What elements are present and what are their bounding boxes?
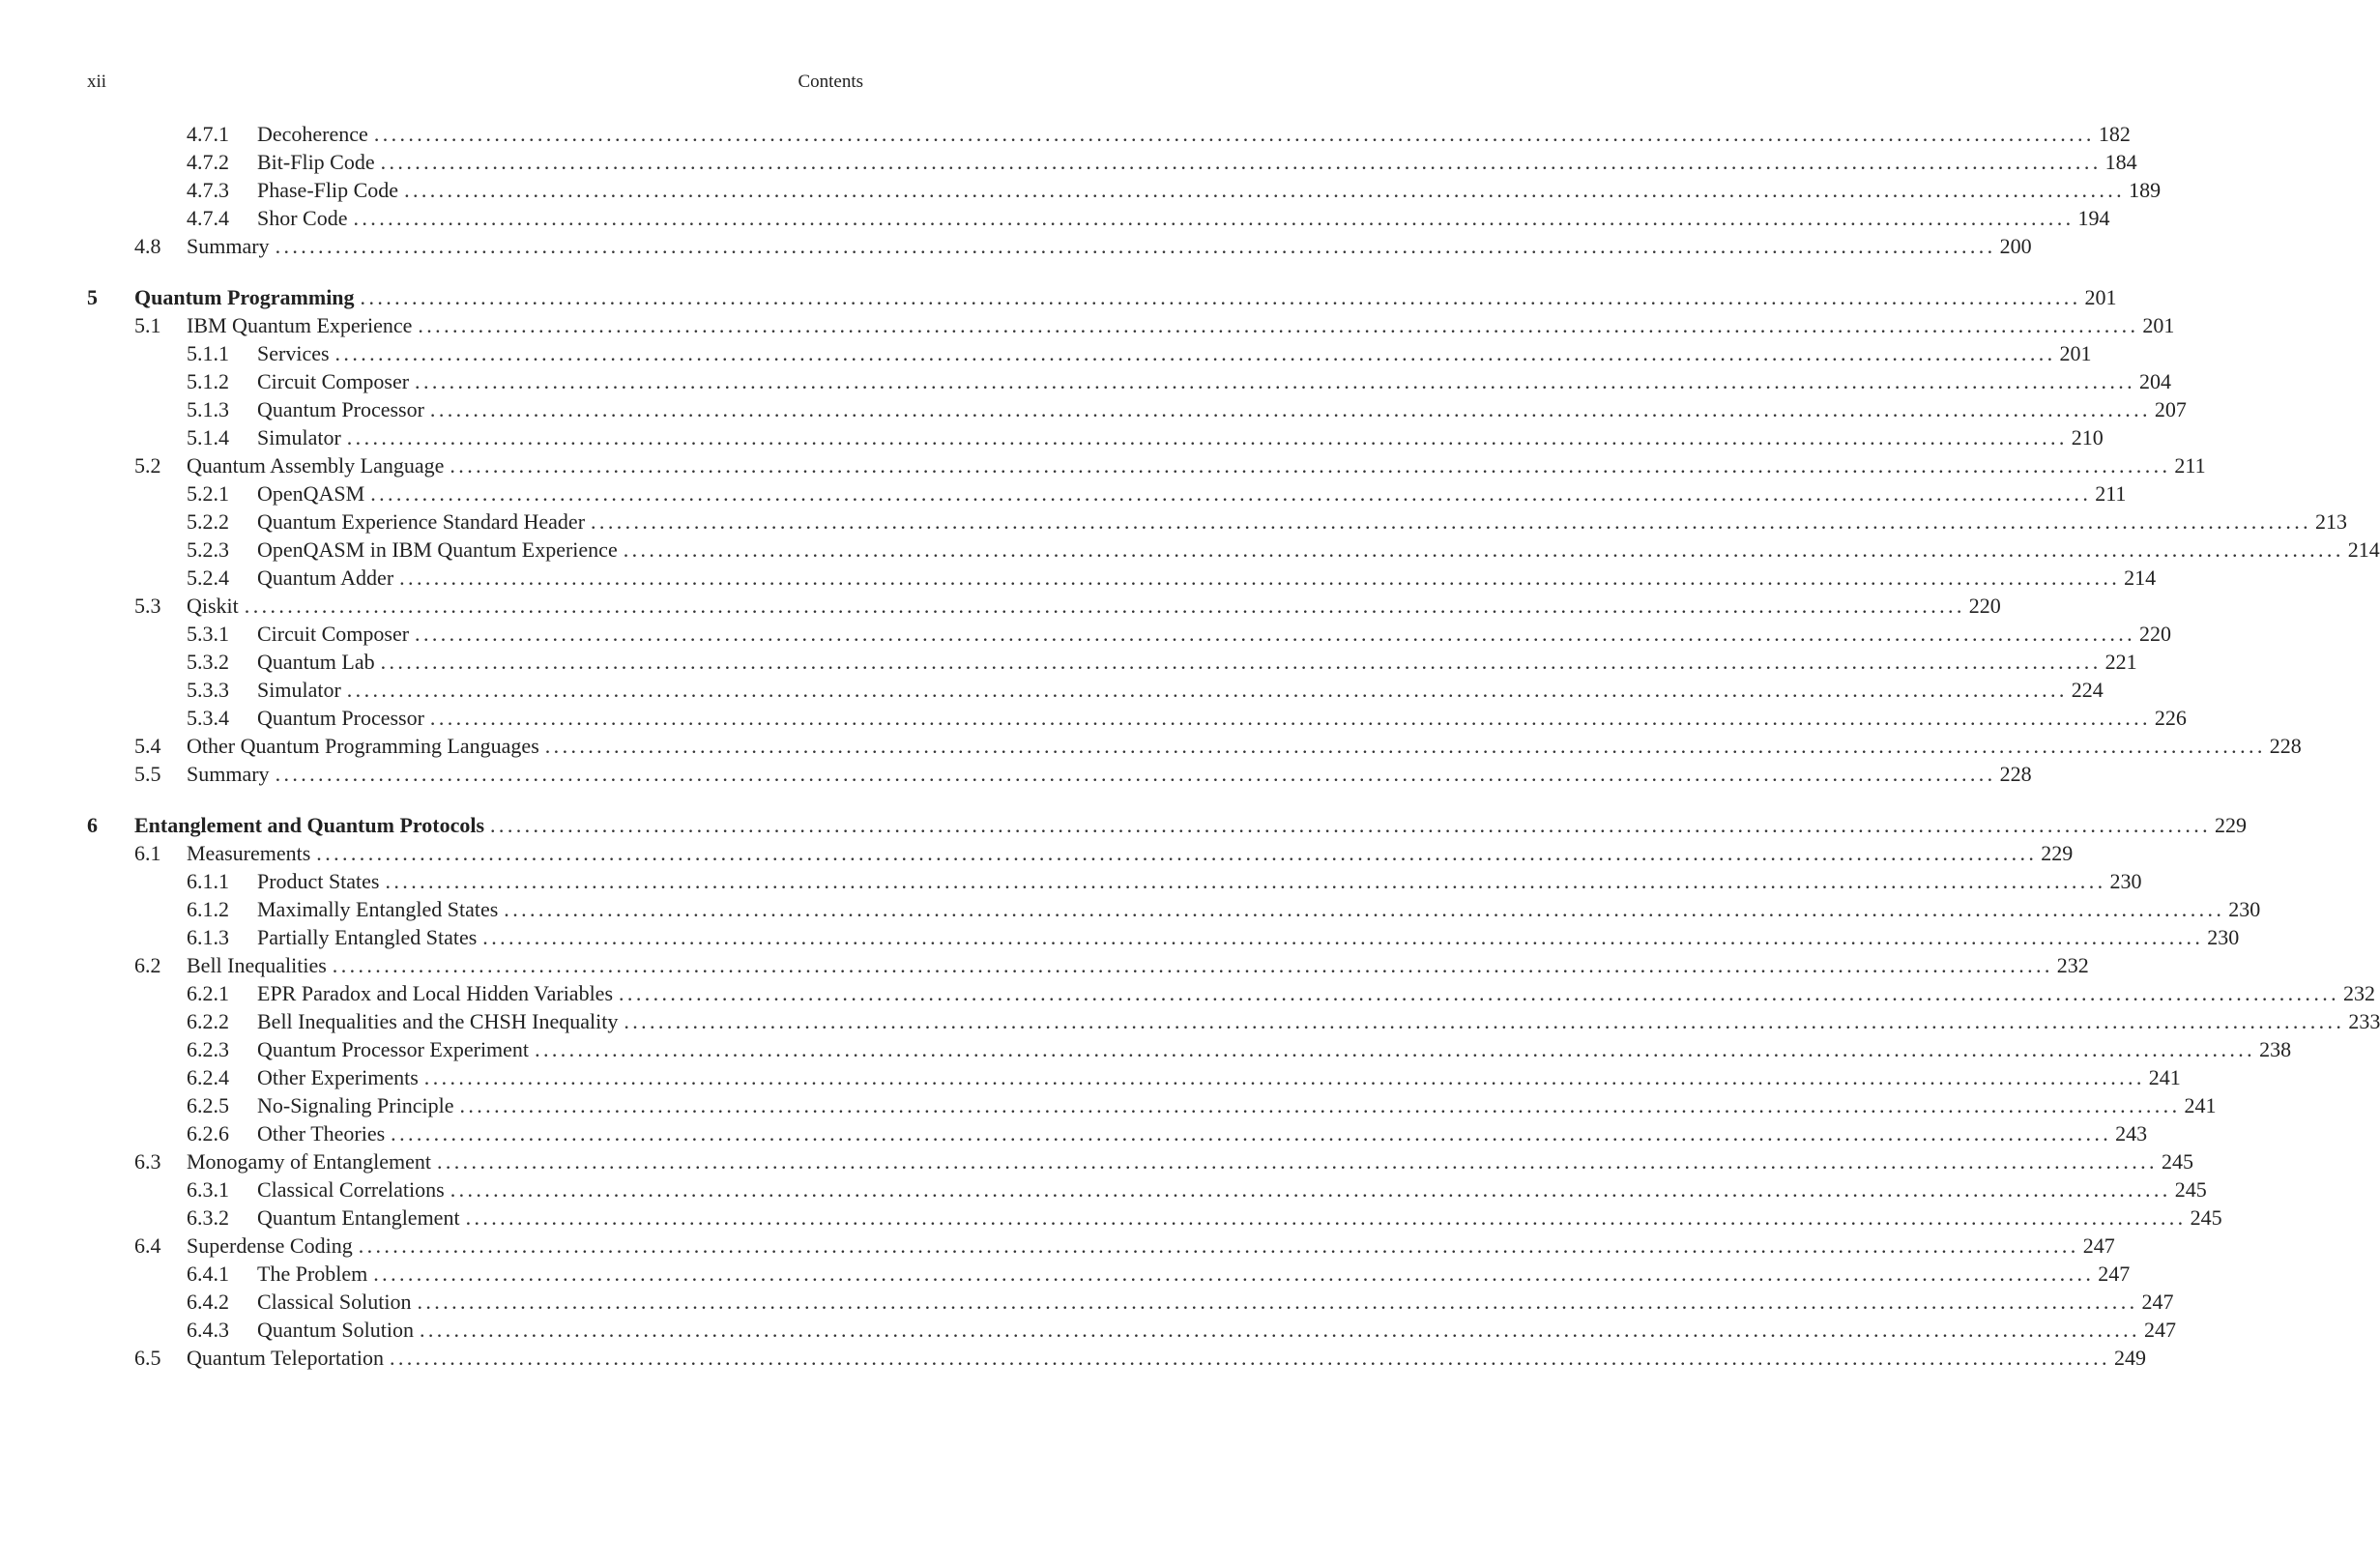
toc-subsection-entry[interactable] (87, 367, 2172, 395)
entry-page: 228 (2269, 734, 2302, 758)
entry-title: Shor Code (257, 206, 348, 230)
dot-leader: ........................................................................................................................................................................................................ (360, 285, 2081, 309)
entry-number: 5 (87, 285, 98, 309)
entry-title: OpenQASM (257, 481, 365, 506)
entry-title: Other Experiments (257, 1065, 419, 1089)
entry-page: 247 (2082, 1233, 2115, 1258)
toc-chapter-entry[interactable] (87, 811, 2248, 839)
entry-page: 241 (2184, 1093, 2217, 1117)
toc-subsection-entry[interactable] (87, 1316, 2176, 1344)
toc-subsection-entry[interactable] (87, 1204, 2222, 1232)
dot-leader: ........................................................................................................................................................................................................ (404, 178, 2126, 202)
entry-number: 4.7.4 (187, 206, 229, 230)
page-header (87, 72, 863, 97)
entry-page: 224 (2071, 678, 2104, 702)
dot-leader: ........................................................................................................................................................................................................ (334, 341, 2056, 365)
entry-title: Monogamy of Entanglement (187, 1149, 431, 1174)
dot-leader: ........................................................................................................................................................................................................ (373, 1262, 2095, 1286)
entry-number: 4.7.1 (187, 122, 229, 146)
entry-page: 214 (2347, 537, 2380, 562)
entry-number: 6.5 (134, 1346, 161, 1370)
entry-page: 221 (2104, 650, 2137, 674)
entry-title: OpenQASM in IBM Quantum Experience (257, 537, 618, 562)
toc-section-entry[interactable] (87, 311, 2175, 339)
entry-page: 220 (2139, 622, 2172, 646)
toc-subsection-entry[interactable] (87, 704, 2187, 732)
toc-subsection-entry[interactable] (87, 339, 2092, 367)
entry-number: 4.7.2 (187, 150, 229, 174)
entry-page: 200 (1999, 234, 2032, 258)
dot-leader: ........................................................................................................................................................................................................ (346, 425, 2068, 450)
entry-number: 4.7.3 (187, 178, 229, 202)
entry-number: 6.2.4 (187, 1065, 229, 1089)
entry-title: Quantum Programming (134, 285, 355, 309)
entry-number: 6.2.5 (187, 1093, 229, 1117)
entry-page: 184 (2104, 150, 2137, 174)
entry-title: Simulator (257, 678, 341, 702)
entry-number: 6.4.1 (187, 1262, 229, 1286)
toc-section-entry[interactable] (87, 1147, 2193, 1175)
entry-title: Qiskit (187, 594, 239, 618)
entry-number: 5.5 (134, 762, 161, 786)
entry-page: 201 (2084, 285, 2117, 309)
entry-page: 230 (2228, 897, 2261, 921)
dot-leader: ........................................................................................................................................................................................................ (417, 1290, 2138, 1314)
entry-title: Other Theories (257, 1121, 386, 1146)
entry-number: 5.3.2 (187, 650, 229, 674)
entry-title: Measurements (187, 841, 311, 865)
dot-leader: ........................................................................................................................................................................................................ (429, 397, 2151, 421)
entry-title: Quantum Lab (257, 650, 375, 674)
toc-subsection-entry[interactable] (87, 423, 2104, 451)
toc-subsection-entry[interactable] (87, 536, 2380, 564)
entry-page: 214 (2124, 566, 2157, 590)
toc-section-entry[interactable] (87, 592, 2001, 620)
toc-subsection-entry[interactable] (87, 1288, 2174, 1316)
entry-title: EPR Paradox and Local Hidden Variables (257, 981, 614, 1005)
entry-page: 232 (2343, 981, 2376, 1005)
dot-leader: ........................................................................................................................................................................................................ (415, 622, 2136, 646)
entry-title: Circuit Composer (257, 369, 410, 393)
page-number: xii (87, 72, 107, 92)
toc-section-entry[interactable] (87, 951, 2089, 979)
toc-subsection-entry[interactable] (87, 176, 2162, 204)
entry-page: 247 (2098, 1262, 2131, 1286)
dot-leader: ........................................................................................................................................................................................................ (385, 869, 2106, 893)
toc-subsection-entry[interactable] (87, 395, 2187, 423)
dot-leader: ........................................................................................................................................................................................................ (623, 537, 2344, 562)
dot-leader: ........................................................................................................................................................................................................ (370, 481, 2092, 506)
entry-page: 245 (2174, 1177, 2207, 1202)
entry-page: 211 (2095, 481, 2127, 506)
entry-number: 5.1 (134, 313, 161, 337)
entry-number: 6.4.3 (187, 1318, 229, 1342)
entry-number: 6 (87, 813, 98, 837)
dot-leader: ........................................................................................................................................................................................................ (353, 206, 2075, 230)
entry-number: 6.2.3 (187, 1037, 229, 1061)
toc-subsection-entry[interactable] (87, 867, 2142, 895)
toc-subsection-entry[interactable] (87, 923, 2240, 951)
entry-title: Quantum Assembly Language (187, 453, 445, 478)
entry-page: 201 (2059, 341, 2092, 365)
entry-page: 228 (1999, 762, 2032, 786)
toc-subsection-entry[interactable] (87, 1260, 2131, 1288)
entry-title: Summary (187, 762, 270, 786)
entry-number: 6.3 (134, 1149, 161, 1174)
entry-page: 232 (2056, 953, 2089, 977)
entry-title: Superdense Coding (187, 1233, 353, 1258)
entry-number: 6.3.1 (187, 1177, 229, 1202)
dot-leader: ........................................................................................................................................................................................................ (624, 1009, 2345, 1033)
toc-section-entry[interactable] (87, 1232, 2115, 1260)
entry-title: Bell Inequalities and the CHSH Inequality (257, 1009, 619, 1033)
toc-subsection-entry[interactable] (87, 620, 2172, 648)
entry-number: 4.8 (134, 234, 161, 258)
entry-page: 245 (2190, 1205, 2222, 1230)
entry-title: Phase-Flip Code (257, 178, 399, 202)
toc-section-entry[interactable] (87, 760, 2032, 788)
toc-subsection-entry[interactable] (87, 204, 2110, 232)
toc-section-entry[interactable] (87, 732, 2302, 760)
entry-number: 5.2.2 (187, 509, 229, 534)
entry-page: 245 (2161, 1149, 2193, 1174)
entry-page: 213 (2315, 509, 2348, 534)
toc-subsection-entry[interactable] (87, 508, 2348, 536)
entry-title: Simulator (257, 425, 341, 450)
dot-leader: ........................................................................................................................................................................................................ (389, 1346, 2110, 1370)
dot-leader: ........................................................................................................................................................................................................ (544, 734, 2266, 758)
entry-number: 6.1.3 (187, 925, 229, 949)
entry-page: 229 (2215, 813, 2248, 837)
entry-number: 6.4 (134, 1233, 161, 1258)
toc-section-entry[interactable] (87, 232, 2032, 260)
dot-leader: ........................................................................................................................................................................................................ (436, 1149, 2158, 1174)
entry-page: 243 (2115, 1121, 2148, 1146)
entry-title: Quantum Adder (257, 566, 394, 590)
entry-title: IBM Quantum Experience (187, 313, 413, 337)
dot-leader: ........................................................................................................................................................................................................ (490, 813, 2212, 837)
entry-title: Entanglement and Quantum Protocols (134, 813, 485, 837)
entry-page: 201 (2142, 313, 2175, 337)
dot-leader: ........................................................................................................................................................................................................ (373, 122, 2095, 146)
dot-leader: ........................................................................................................................................................................................................ (619, 981, 2340, 1005)
entry-number: 6.3.2 (187, 1205, 229, 1230)
entry-title: Quantum Processor (257, 397, 424, 421)
entry-title: The Problem (257, 1262, 368, 1286)
dot-leader: ........................................................................................................................................................................................................ (346, 678, 2068, 702)
running-title: Contents (798, 72, 863, 92)
dot-leader: ........................................................................................................................................................................................................ (380, 650, 2102, 674)
entry-number: 5.4 (134, 734, 161, 758)
entry-number: 5.2.4 (187, 566, 229, 590)
entry-title: Partially Entangled States (257, 925, 478, 949)
entry-page: 189 (2129, 178, 2162, 202)
toc-subsection-entry[interactable] (87, 1007, 2380, 1035)
entry-title: Quantum Entanglement (257, 1205, 460, 1230)
toc-section-entry[interactable] (87, 1344, 2146, 1372)
entry-title: Summary (187, 234, 270, 258)
entry-number: 6.2 (134, 953, 161, 977)
toc-subsection-entry[interactable] (87, 1035, 2292, 1063)
entry-title: Bell Inequalities (187, 953, 327, 977)
entry-title: Quantum Experience Standard Header (257, 509, 586, 534)
dot-leader: ........................................................................................................................................................................................................ (244, 594, 1965, 618)
toc-subsection-entry[interactable] (87, 479, 2127, 508)
toc-subsection-entry[interactable] (87, 120, 2131, 148)
entry-number: 6.4.2 (187, 1290, 229, 1314)
dot-leader: ........................................................................................................................................................................................................ (415, 369, 2136, 393)
dot-leader: ........................................................................................................................................................................................................ (399, 566, 2121, 590)
toc-section-entry[interactable] (87, 451, 2206, 479)
entry-number: 5.3 (134, 594, 161, 618)
entry-page: 247 (2143, 1318, 2176, 1342)
entry-page: 211 (2174, 453, 2206, 478)
dot-leader: ........................................................................................................................................................................................................ (391, 1121, 2112, 1146)
dot-leader: ........................................................................................................................................................................................................ (482, 925, 2204, 949)
dot-leader: ........................................................................................................................................................................................................ (465, 1205, 2187, 1230)
dot-leader: ........................................................................................................................................................................................................ (450, 1177, 2171, 1202)
dot-leader: ........................................................................................................................................................................................................ (504, 897, 2225, 921)
entry-number: 5.2.1 (187, 481, 229, 506)
entry-page: 238 (2259, 1037, 2292, 1061)
toc-subsection-entry[interactable] (87, 1119, 2148, 1147)
entry-title: Bit-Flip Code (257, 150, 375, 174)
entry-number: 5.1.1 (187, 341, 229, 365)
dot-leader: ........................................................................................................................................................................................................ (316, 841, 2038, 865)
entry-page: 226 (2154, 706, 2187, 730)
entry-number: 5.1.4 (187, 425, 229, 450)
entry-page: 182 (2098, 122, 2131, 146)
entry-title: Classical Solution (257, 1290, 412, 1314)
entry-page: 247 (2141, 1290, 2174, 1314)
dot-leader: ........................................................................................................................................................................................................ (450, 453, 2171, 478)
toc-subsection-entry[interactable] (87, 676, 2104, 704)
entry-page: 204 (2139, 369, 2172, 393)
entry-page: 249 (2113, 1346, 2146, 1370)
toc-subsection-entry[interactable] (87, 648, 2137, 676)
entry-title: Services (257, 341, 330, 365)
entry-number: 6.1.2 (187, 897, 229, 921)
entry-page: 233 (2348, 1009, 2380, 1033)
entry-number: 5.3.3 (187, 678, 229, 702)
entry-page: 194 (2077, 206, 2110, 230)
dot-leader: ........................................................................................................................................................................................................ (459, 1093, 2181, 1117)
dot-leader: ........................................................................................................................................................................................................ (418, 313, 2139, 337)
entry-number: 5.2.3 (187, 537, 229, 562)
dot-leader: ........................................................................................................................................................................................................ (332, 953, 2053, 977)
dot-leader: ........................................................................................................................................................................................................ (429, 706, 2151, 730)
table-of-contents (87, 120, 2380, 1372)
dot-leader: ........................................................................................................................................................................................................ (423, 1065, 2145, 1089)
entry-page: 230 (2109, 869, 2142, 893)
entry-page: 241 (2148, 1065, 2181, 1089)
entry-number: 6.2.1 (187, 981, 229, 1005)
entry-page: 210 (2071, 425, 2104, 450)
toc-subsection-entry[interactable] (87, 1063, 2181, 1091)
entry-page: 207 (2154, 397, 2187, 421)
toc-subsection-entry[interactable] (87, 1175, 2207, 1204)
entry-title: Other Quantum Programming Languages (187, 734, 539, 758)
entry-number: 6.2.6 (187, 1121, 229, 1146)
dot-leader: ........................................................................................................................................................................................................ (419, 1318, 2140, 1342)
entry-title: Decoherence (257, 122, 368, 146)
dot-leader: ........................................................................................................................................................................................................ (358, 1233, 2079, 1258)
entry-page: 229 (2041, 841, 2074, 865)
entry-title: Quantum Solution (257, 1318, 414, 1342)
entry-title: Circuit Composer (257, 622, 410, 646)
toc-chapter-entry[interactable] (87, 283, 2117, 311)
entry-title: No-Signaling Principle (257, 1093, 454, 1117)
toc-section-entry[interactable] (87, 839, 2074, 867)
entry-number: 6.2.2 (187, 1009, 229, 1033)
entry-title: Maximally Entangled States (257, 897, 499, 921)
entry-title: Quantum Teleportation (187, 1346, 384, 1370)
entry-title: Quantum Processor (257, 706, 424, 730)
entry-number: 5.3.1 (187, 622, 229, 646)
entry-title: Quantum Processor Experiment (257, 1037, 530, 1061)
entry-number: 6.1.1 (187, 869, 229, 893)
entry-number: 5.3.4 (187, 706, 229, 730)
entry-number: 5.1.3 (187, 397, 229, 421)
entry-number: 5.2 (134, 453, 161, 478)
toc-subsection-entry[interactable] (87, 895, 2261, 923)
toc-subsection-entry[interactable] (87, 979, 2376, 1007)
entry-number: 5.1.2 (187, 369, 229, 393)
dot-leader: ........................................................................................................................................................................................................ (380, 150, 2102, 174)
dot-leader: ........................................................................................................................................................................................................ (591, 509, 2312, 534)
dot-leader: ........................................................................................................................................................................................................ (535, 1037, 2256, 1061)
toc-subsection-entry[interactable] (87, 1091, 2217, 1119)
dot-leader: ........................................................................................................................................................................................................ (275, 762, 1996, 786)
entry-number: 6.1 (134, 841, 161, 865)
entry-title: Product States (257, 869, 380, 893)
toc-subsection-entry[interactable] (87, 148, 2137, 176)
dot-leader: ........................................................................................................................................................................................................ (275, 234, 1996, 258)
entry-page: 230 (2207, 925, 2240, 949)
entry-page: 220 (1968, 594, 2001, 618)
entry-title: Classical Correlations (257, 1177, 445, 1202)
toc-subsection-entry[interactable] (87, 564, 2157, 592)
